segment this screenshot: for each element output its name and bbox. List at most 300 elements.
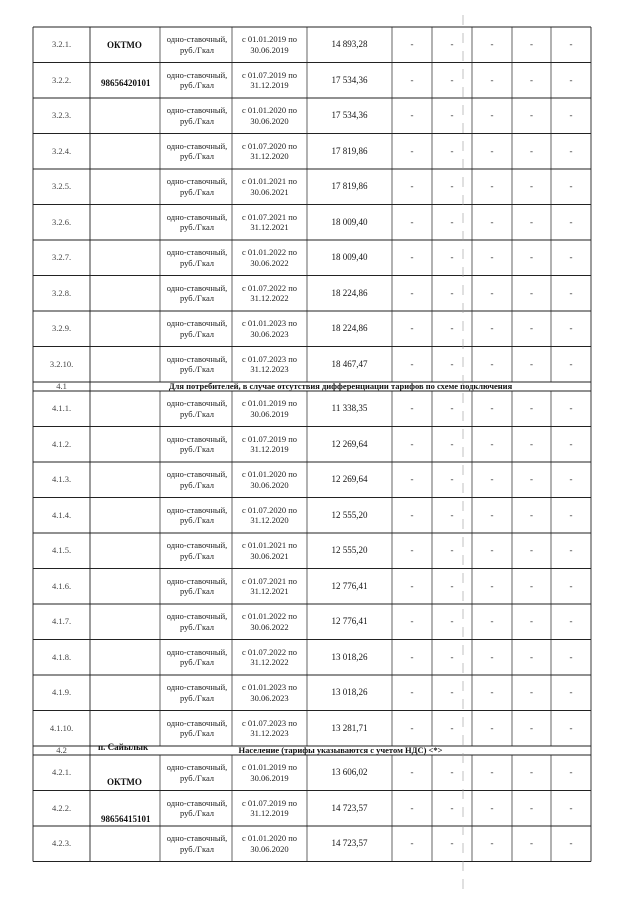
tariff-value: 12 555,20 [331, 545, 368, 556]
empty-cell-dash: - [450, 74, 454, 85]
empty-cell-dash: - [569, 838, 573, 849]
empty-cell-dash: - [530, 838, 533, 849]
empty-cell-dash: - [450, 580, 454, 591]
tariff-unit-line: руб./Гкал [179, 728, 215, 739]
tariff-unit-line: руб./Гкал [179, 843, 215, 854]
empty-cell-dash: - [410, 474, 414, 485]
empty-cell-dash: - [530, 145, 533, 156]
tariff-type [162, 791, 232, 827]
tariff-type-line: одно-ставочный, [166, 176, 228, 187]
empty-cell-dash: - [530, 252, 533, 263]
tariff-value: 18 009,40 [331, 252, 368, 263]
tariff-type-line: одно-ставочный, [166, 504, 228, 515]
row-number: 3.2.5. [51, 181, 72, 192]
period [232, 169, 307, 205]
empty-cell-dash: - [490, 687, 494, 698]
tariff-value: 13 606,02 [331, 767, 368, 778]
tariff-value: 18 224,86 [331, 287, 368, 298]
empty-cell-dash: - [450, 474, 454, 485]
empty-cell-dash: - [530, 287, 533, 298]
row-number: 3.2.4. [51, 145, 72, 156]
row-number: 3.2.3. [51, 110, 72, 121]
empty-cell-dash: - [569, 39, 573, 50]
tariff-value: 17 534,36 [331, 110, 368, 121]
period-start: с 01.01.2023 по [241, 682, 298, 693]
tariff-type-line: одно-ставочный, [166, 211, 228, 222]
oktmo-label: ОКТМО [107, 40, 142, 50]
empty-cell-dash: - [530, 358, 533, 369]
empty-cell-dash: - [490, 651, 494, 662]
empty-cell-dash: - [530, 651, 533, 662]
tariff-unit-line: руб./Гкал [179, 293, 215, 304]
empty-cell-dash: - [410, 580, 414, 591]
empty-cell-dash: - [450, 545, 454, 556]
tariff-unit-line: руб./Гкал [179, 657, 215, 668]
empty-cell-dash: - [450, 509, 454, 520]
period-end: 31.12.2023 [250, 728, 289, 739]
section-number: 4.1 [56, 381, 67, 392]
tariff-value: 18 009,40 [331, 216, 368, 227]
row-number: 4.1.10. [49, 722, 74, 733]
empty-cell-dash: - [530, 722, 533, 733]
tariff-unit-line: руб./Гкал [179, 586, 215, 597]
tariff-unit-line: руб./Гкал [179, 257, 215, 268]
period [232, 134, 307, 170]
empty-cell-dash: - [530, 39, 533, 50]
tariff-type [162, 169, 232, 205]
period-start: с 01.01.2019 по [241, 762, 298, 773]
tariff-type-line: одно-ставочный, [166, 247, 228, 258]
tariff-type [162, 276, 232, 312]
tariff-type [162, 462, 232, 498]
period-end: 30.06.2019 [250, 772, 289, 783]
period-end: 31.12.2019 [250, 808, 289, 819]
empty-cell-dash: - [490, 74, 494, 85]
tariff-value: 17 819,86 [331, 181, 368, 192]
empty-cell-dash: - [450, 687, 454, 698]
empty-cell-dash: - [530, 216, 533, 227]
row-number: 4.1.8. [51, 651, 72, 662]
tariff-type [162, 347, 232, 383]
tariff-unit-line: руб./Гкал [179, 515, 215, 526]
period-start: с 01.01.2020 по [241, 469, 298, 480]
period-end: 31.12.2019 [250, 444, 289, 455]
period [232, 711, 307, 747]
tariff-value: 13 018,26 [331, 651, 368, 662]
empty-cell-dash: - [490, 403, 494, 414]
empty-cell-dash: - [530, 580, 533, 591]
period-end: 30.06.2023 [250, 328, 289, 339]
empty-cell-dash: - [410, 287, 414, 298]
empty-cell-dash: - [410, 358, 414, 369]
tariff-type-line: одно-ставочный, [166, 69, 228, 80]
tariff-type-line: одно-ставочный, [166, 282, 228, 293]
row-number: 4.1.3. [51, 474, 72, 485]
empty-cell-dash: - [569, 802, 573, 813]
empty-cell-dash: - [569, 145, 573, 156]
tariff-type [162, 755, 232, 791]
period-end: 30.06.2021 [250, 550, 289, 561]
oktmo-code: 98656420101 [101, 78, 151, 88]
empty-cell-dash: - [490, 616, 494, 627]
tariff-type [162, 569, 232, 605]
period [232, 675, 307, 711]
tariff-value: 18 467,47 [331, 358, 368, 369]
row-number: 4.1.2. [51, 438, 72, 449]
period-start: с 01.01.2023 по [241, 318, 298, 329]
empty-cell-dash: - [490, 509, 494, 520]
period-end: 30.06.2020 [250, 115, 289, 126]
empty-cell-dash: - [450, 216, 454, 227]
tariff-value: 12 555,20 [331, 509, 368, 520]
empty-cell-dash: - [569, 580, 573, 591]
period [232, 63, 307, 99]
empty-cell-dash: - [569, 651, 573, 662]
empty-cell-dash: - [569, 722, 573, 733]
empty-cell-dash: - [410, 509, 414, 520]
tariff-type [162, 27, 232, 63]
empty-cell-dash: - [569, 438, 573, 449]
empty-cell-dash: - [410, 802, 414, 813]
row-number: 3.2.2. [51, 74, 72, 85]
tariff-type [162, 498, 232, 534]
period-start: с 01.07.2021 по [241, 211, 298, 222]
period [232, 427, 307, 463]
empty-cell-dash: - [410, 722, 414, 733]
tariff-unit-line: руб./Гкал [179, 115, 215, 126]
tariff-unit-line: руб./Гкал [179, 151, 215, 162]
period [232, 462, 307, 498]
period [232, 98, 307, 134]
period-end: 31.12.2022 [250, 293, 289, 304]
tariff-value: 12 269,64 [331, 474, 368, 485]
empty-cell-dash: - [450, 438, 454, 449]
period-start: с 01.07.2023 по [241, 353, 298, 364]
empty-cell-dash: - [569, 74, 573, 85]
tariff-type-line: одно-ставочный, [166, 797, 228, 808]
empty-cell-dash: - [410, 651, 414, 662]
period-end: 30.06.2019 [250, 44, 289, 55]
tariff-value: 13 281,71 [331, 722, 368, 733]
tariff-value: 14 893,28 [331, 39, 368, 50]
tariff-unit-line: руб./Гкал [179, 328, 215, 339]
row-number: 4.1.6. [51, 580, 72, 591]
tariff-type-line: одно-ставочный, [166, 646, 228, 657]
period-end: 30.06.2021 [250, 186, 289, 197]
period-start: с 01.01.2019 по [241, 34, 298, 45]
empty-cell-dash: - [450, 145, 454, 156]
row-number: 4.2.1. [51, 767, 72, 778]
row-number: 4.1.9. [51, 687, 72, 698]
empty-cell-dash: - [569, 252, 573, 263]
tariff-type-line: одно-ставочный, [166, 469, 228, 480]
period-start: с 01.01.2019 по [241, 398, 298, 409]
period-end: 30.06.2020 [250, 479, 289, 490]
empty-cell-dash: - [410, 767, 414, 778]
row-number: 3.2.10. [49, 358, 74, 369]
row-number: 3.2.8. [51, 287, 72, 298]
row-number: 3.2.1. [51, 39, 72, 50]
period [232, 311, 307, 347]
tariff-value: 18 224,86 [331, 323, 368, 334]
tariff-value: 11 338,35 [331, 403, 368, 414]
period [232, 569, 307, 605]
settlement-name: п. Сайылык [98, 742, 149, 752]
empty-cell-dash: - [450, 838, 454, 849]
period [232, 640, 307, 676]
empty-cell-dash: - [410, 438, 414, 449]
empty-cell-dash: - [530, 181, 533, 192]
period-start: с 01.07.2021 по [241, 575, 298, 586]
row-number: 3.2.6. [51, 216, 72, 227]
oktmo-label: ОКТМО [107, 777, 142, 787]
period [232, 347, 307, 383]
period-start: с 01.01.2020 по [241, 105, 298, 116]
tariff-type-line: одно-ставочный, [166, 575, 228, 586]
empty-cell-dash: - [410, 181, 414, 192]
period [232, 276, 307, 312]
empty-cell-dash: - [530, 110, 533, 121]
tariff-type [162, 391, 232, 427]
tariff-type-line: одно-ставочный, [166, 398, 228, 409]
empty-cell-dash: - [450, 722, 454, 733]
empty-cell-dash: - [410, 39, 414, 50]
tariff-unit-line: руб./Гкал [179, 550, 215, 561]
tariff-type [162, 604, 232, 640]
empty-cell-dash: - [450, 651, 454, 662]
tariff-value: 14 723,57 [331, 802, 368, 813]
empty-cell-dash: - [490, 110, 494, 121]
empty-cell-dash: - [569, 323, 573, 334]
tariff-type [162, 311, 232, 347]
period-start: с 01.01.2021 по [241, 176, 298, 187]
tariff-type [162, 98, 232, 134]
row-number: 4.1.5. [51, 545, 72, 556]
period [232, 533, 307, 569]
tariff-type-line: одно-ставочный, [166, 833, 228, 844]
tariff-type-line: одно-ставочный, [166, 140, 228, 151]
tariff-value: 14 723,57 [331, 838, 368, 849]
period-end: 31.12.2021 [250, 222, 289, 233]
tariff-unit-line: руб./Гкал [179, 44, 215, 55]
empty-cell-dash: - [530, 687, 533, 698]
tariff-unit-line: руб./Гкал [179, 621, 215, 632]
empty-cell-dash: - [410, 403, 414, 414]
tariff-type-line: одно-ставочный, [166, 540, 228, 551]
section-header: Население (тарифы указываются с учетом НДС) <*> [238, 745, 443, 756]
tariff-value: 17 819,86 [331, 145, 368, 156]
section-header: Для потребителей, в случае отсутствия дифференциации тарифов по схеме подключения [168, 381, 513, 392]
empty-cell-dash: - [410, 616, 414, 627]
empty-cell-dash: - [569, 687, 573, 698]
empty-cell-dash: - [450, 181, 454, 192]
oktmo-code: 98656415101 [101, 814, 151, 824]
tariff-type-line: одно-ставочный, [166, 611, 228, 622]
period-end: 31.12.2023 [250, 364, 289, 375]
row-number: 3.2.9. [51, 323, 72, 334]
empty-cell-dash: - [569, 110, 573, 121]
empty-cell-dash: - [410, 545, 414, 556]
empty-cell-dash: - [569, 403, 573, 414]
row-number: 3.2.7. [51, 252, 72, 263]
empty-cell-dash: - [569, 767, 573, 778]
empty-cell-dash: - [410, 145, 414, 156]
period-start: с 01.07.2020 по [241, 140, 298, 151]
row-number: 4.1.1. [51, 403, 72, 414]
period-end: 31.12.2020 [250, 515, 289, 526]
empty-cell-dash: - [450, 358, 454, 369]
empty-cell-dash: - [530, 403, 533, 414]
period-start: с 01.01.2022 по [241, 611, 298, 622]
empty-cell-dash: - [569, 216, 573, 227]
row-number: 4.1.7. [51, 616, 72, 627]
tariff-unit-line: руб./Гкал [179, 222, 215, 233]
period-end: 31.12.2020 [250, 151, 289, 162]
tariff-value: 12 776,41 [331, 616, 368, 627]
empty-cell-dash: - [569, 616, 573, 627]
period-end: 30.06.2022 [250, 257, 289, 268]
period [232, 826, 307, 862]
empty-cell-dash: - [450, 39, 454, 50]
empty-cell-dash: - [490, 181, 494, 192]
period [232, 205, 307, 241]
row-number: 4.2.2. [51, 802, 72, 813]
tariff-type-line: одно-ставочный, [166, 762, 228, 773]
tariff-type [162, 711, 232, 747]
tariff-value: 17 534,36 [331, 74, 368, 85]
empty-cell-dash: - [490, 145, 494, 156]
empty-cell-dash: - [490, 545, 494, 556]
period-start: с 01.07.2019 по [241, 797, 298, 808]
tariff-type [162, 427, 232, 463]
empty-cell-dash: - [450, 616, 454, 627]
tariff-unit-line: руб./Гкал [179, 186, 215, 197]
period-start: с 01.01.2022 по [241, 247, 298, 258]
tariff-unit-line: руб./Гкал [179, 479, 215, 490]
empty-cell-dash: - [490, 802, 494, 813]
empty-cell-dash: - [490, 474, 494, 485]
tariff-value: 13 018,26 [331, 687, 368, 698]
empty-cell-dash: - [450, 252, 454, 263]
period [232, 791, 307, 827]
period-start: с 01.07.2022 по [241, 646, 298, 657]
empty-cell-dash: - [410, 216, 414, 227]
tariff-type-line: одно-ставочный, [166, 682, 228, 693]
tariff-unit-line: руб./Гкал [179, 408, 215, 419]
empty-cell-dash: - [569, 474, 573, 485]
empty-cell-dash: - [530, 802, 533, 813]
empty-cell-dash: - [569, 545, 573, 556]
empty-cell-dash: - [450, 802, 454, 813]
empty-cell-dash: - [450, 287, 454, 298]
tariff-unit-line: руб./Гкал [179, 808, 215, 819]
empty-cell-dash: - [490, 216, 494, 227]
empty-cell-dash: - [490, 39, 494, 50]
empty-cell-dash: - [490, 580, 494, 591]
tariff-type [162, 675, 232, 711]
empty-cell-dash: - [530, 509, 533, 520]
tariff-type-line: одно-ставочный, [166, 353, 228, 364]
tariff-value: 12 776,41 [331, 580, 368, 591]
period-end: 31.12.2021 [250, 586, 289, 597]
empty-cell-dash: - [450, 403, 454, 414]
empty-cell-dash: - [530, 616, 533, 627]
empty-cell-dash: - [490, 252, 494, 263]
period [232, 755, 307, 791]
empty-cell-dash: - [530, 323, 533, 334]
tariff-type [162, 240, 232, 276]
row-number: 4.2.3. [51, 838, 72, 849]
empty-cell-dash: - [410, 838, 414, 849]
tariff-unit-line: руб./Гкал [179, 444, 215, 455]
empty-cell-dash: - [569, 358, 573, 369]
empty-cell-dash: - [530, 474, 533, 485]
tariff-unit-line: руб./Гкал [179, 772, 215, 783]
period-end: 30.06.2022 [250, 621, 289, 632]
empty-cell-dash: - [450, 323, 454, 334]
tariff-value: 12 269,64 [331, 438, 368, 449]
period-end: 30.06.2023 [250, 692, 289, 703]
tariff-unit-line: руб./Гкал [179, 364, 215, 375]
empty-cell-dash: - [450, 767, 454, 778]
period-start: с 01.01.2021 по [241, 540, 298, 551]
empty-cell-dash: - [450, 110, 454, 121]
empty-cell-dash: - [490, 722, 494, 733]
period [232, 391, 307, 427]
tariff-type [162, 134, 232, 170]
empty-cell-dash: - [530, 438, 533, 449]
empty-cell-dash: - [490, 358, 494, 369]
period-end: 31.12.2022 [250, 657, 289, 668]
period [232, 604, 307, 640]
empty-cell-dash: - [490, 287, 494, 298]
tariff-type [162, 826, 232, 862]
empty-cell-dash: - [569, 287, 573, 298]
tariff-type [162, 533, 232, 569]
period-end: 31.12.2019 [250, 80, 289, 91]
period-start: с 01.07.2022 по [241, 282, 298, 293]
empty-cell-dash: - [410, 74, 414, 85]
empty-cell-dash: - [530, 74, 533, 85]
period-start: с 01.01.2020 по [241, 833, 298, 844]
empty-cell-dash: - [410, 323, 414, 334]
tariff-unit-line: руб./Гкал [179, 692, 215, 703]
tariff-unit-line: руб./Гкал [179, 80, 215, 91]
empty-cell-dash: - [569, 181, 573, 192]
period-start: с 01.07.2019 по [241, 433, 298, 444]
tariff-type [162, 63, 232, 99]
row-number: 4.1.4. [51, 509, 72, 520]
period [232, 240, 307, 276]
empty-cell-dash: - [530, 545, 533, 556]
empty-cell-dash: - [490, 767, 494, 778]
empty-cell-dash: - [410, 687, 414, 698]
period [232, 498, 307, 534]
period-start: с 01.07.2023 по [241, 717, 298, 728]
period-start: с 01.07.2019 по [241, 69, 298, 80]
period-end: 30.06.2019 [250, 408, 289, 419]
empty-cell-dash: - [490, 323, 494, 334]
tariff-type [162, 205, 232, 241]
empty-cell-dash: - [569, 509, 573, 520]
empty-cell-dash: - [490, 838, 494, 849]
tariff-type [162, 640, 232, 676]
empty-cell-dash: - [410, 110, 414, 121]
tariff-type-line: одно-ставочный, [166, 717, 228, 728]
section-number: 4.2 [56, 745, 67, 756]
period-end: 30.06.2020 [250, 843, 289, 854]
period-start: с 01.07.2020 по [241, 504, 298, 515]
